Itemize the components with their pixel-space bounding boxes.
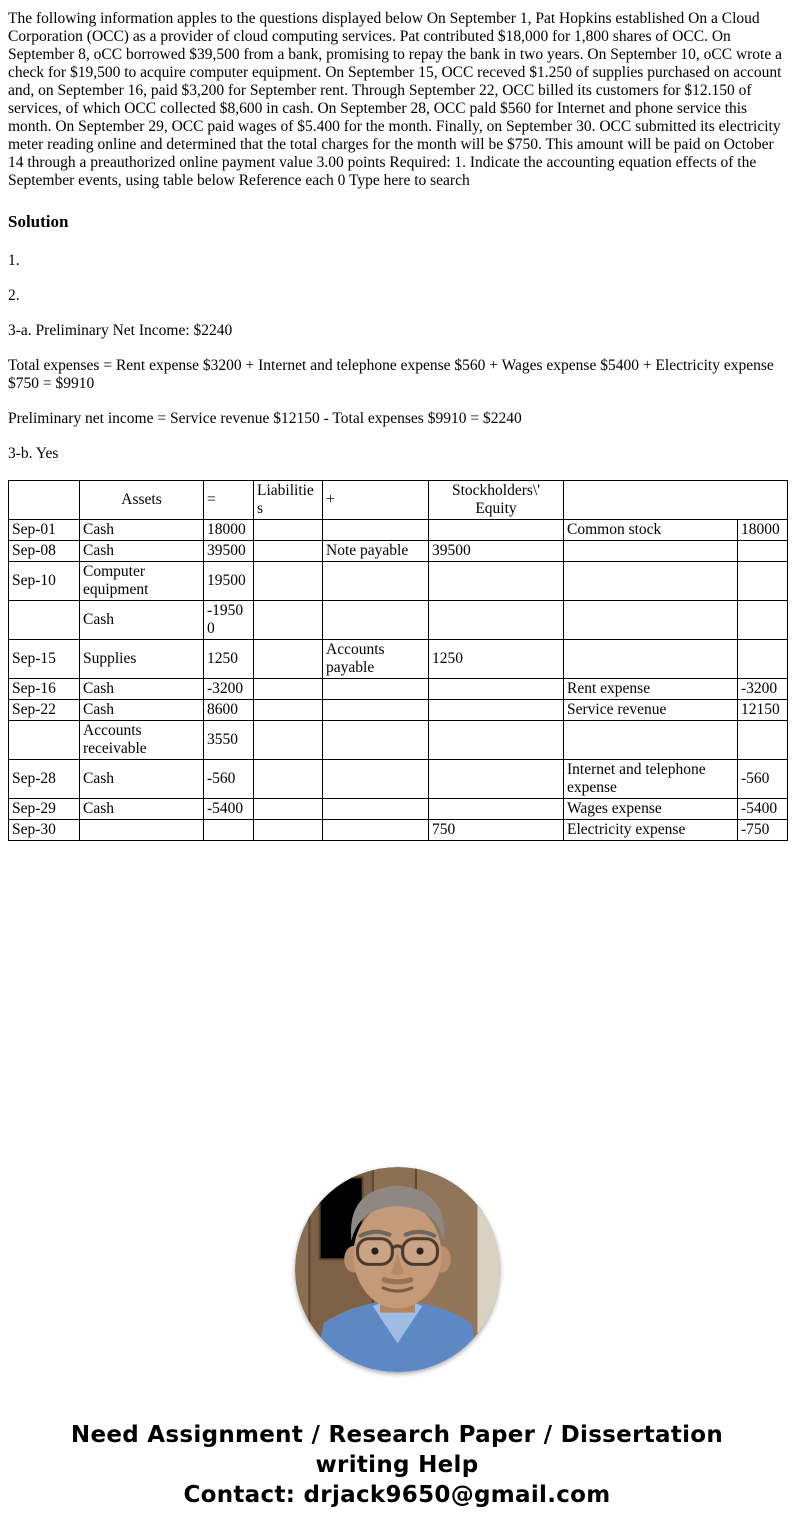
table-row: [9, 562, 788, 601]
table-cell: [323, 721, 429, 760]
table-cell: Sep-29: [9, 799, 80, 820]
table-cell: [429, 799, 564, 820]
table-cell: Computer equipment: [80, 562, 204, 601]
table-cell: [564, 640, 738, 679]
table-cell: [80, 820, 204, 841]
table-cell: [564, 721, 738, 760]
footer-contact-email: Contact: drjack9650@gmail.com: [183, 1482, 611, 1508]
table-cell: [429, 760, 564, 799]
table-cell: [429, 520, 564, 541]
table-cell: [564, 541, 738, 562]
table-cell: Sep-08: [9, 541, 80, 562]
table-cell: [564, 562, 738, 601]
table-cell: [323, 820, 429, 841]
header-equity-amount-cell: [564, 481, 788, 520]
table-cell: Accounts payable: [323, 640, 429, 679]
table-cell: Cash: [80, 679, 204, 700]
table-cell: [429, 700, 564, 721]
table-cell: [254, 640, 323, 679]
table-cell: 39500: [429, 541, 564, 562]
table-cell: Internet and telephone expense: [564, 760, 738, 799]
table-row: [9, 601, 788, 640]
table-row: [9, 799, 788, 820]
table-cell: Sep-10: [9, 562, 80, 601]
table-cell: [254, 721, 323, 760]
table-cell: [429, 679, 564, 700]
table-cell: Rent expense: [564, 679, 738, 700]
table-cell: [738, 721, 788, 760]
table-cell: 18000: [204, 520, 254, 541]
table-cell: Sep-30: [9, 820, 80, 841]
table-cell: Cash: [80, 520, 204, 541]
table-cell: 18000: [738, 520, 788, 541]
table-cell: Note payable: [323, 541, 429, 562]
solution-heading: Solution: [8, 212, 69, 231]
table-cell: [254, 562, 323, 601]
table-cell: [323, 601, 429, 640]
table-row: [9, 679, 788, 700]
footer-help-text: Need Assignment / Research Paper / Dissertation writing Help: [70, 1422, 724, 1478]
table-cell: [738, 541, 788, 562]
table-cell: [254, 760, 323, 799]
table-row: [9, 520, 788, 541]
table-cell: Sep-01: [9, 520, 80, 541]
table-cell: Cash: [80, 541, 204, 562]
table-cell: Service revenue: [564, 700, 738, 721]
table-cell: [254, 799, 323, 820]
table-row: [9, 640, 788, 679]
table-cell: [204, 820, 254, 841]
table-cell: -560: [204, 760, 254, 799]
table-cell: Cash: [80, 799, 204, 820]
table-cell: 39500: [204, 541, 254, 562]
table-cell: [323, 760, 429, 799]
table-cell: [323, 700, 429, 721]
solution-item-1: 1.: [8, 252, 20, 269]
header-plus: +: [323, 481, 429, 520]
table-cell: [429, 601, 564, 640]
header-date-cell: [9, 481, 80, 520]
solution-item-3a: 3-a. Preliminary Net Income: $2240: [8, 322, 233, 339]
avatar-section: [8, 1167, 786, 1372]
net-income-line: Preliminary net income = Service revenue $12150 - Total expenses $9910 = $2240: [8, 410, 522, 427]
solution-item-3b: 3-b. Yes: [8, 445, 59, 462]
table-cell: Cash: [80, 601, 204, 640]
table-cell: [323, 520, 429, 541]
table-cell: [429, 562, 564, 601]
header-liabilities: Liabilities: [254, 481, 323, 520]
table-row: [9, 820, 788, 841]
table-cell: 8600: [204, 700, 254, 721]
table-cell: -560: [738, 760, 788, 799]
solution-item-2: 2.: [8, 287, 20, 304]
table-cell: -5400: [738, 799, 788, 820]
table-cell: Common stock: [564, 520, 738, 541]
table-cell: Cash: [80, 760, 204, 799]
table-cell: [738, 562, 788, 601]
table-cell: Electricity expense: [564, 820, 738, 841]
table-cell: [323, 799, 429, 820]
person-photo-graphic: [295, 1167, 500, 1372]
table-cell: [9, 601, 80, 640]
table-cell: Sep-28: [9, 760, 80, 799]
table-cell: [738, 640, 788, 679]
table-row: [9, 700, 788, 721]
table-cell: -19500: [204, 601, 254, 640]
footer-ad: [8, 1420, 786, 1510]
table-cell: [9, 721, 80, 760]
table-cell: [254, 601, 323, 640]
table-cell: [564, 601, 738, 640]
problem-statement: The following information apples to the questions displayed below On September 1, Pat Hopkins established On a Cloud Corporation (OCC) as a provider of cloud computing services. Pat contributed $18,000 for 1,800 shares of OCC. On September 8, oCC borrowed $39,500 from a bank, promising to repay the bank in two years. On September 10, oCC wrote a check for $19,500 to acquire computer equipment. On September 15, OCC receved $1.250 of supplies purchased on account and, on September 16, paid $3,200 for September rent. Through September 22, OCC billed its customers for $12.150 of services, of which OCC collected $8,600 in cash. On September 28, OCC pald $560 for Internet and phone service this month. On September 29, OCC paid wages of $5.400 for the month. Finally, on September 30. OCC submitted its electricity meter reading online and determined that the total charges for the month will be $750. This amount will be paid on October 14 through a preauthorized online payment value 3.00 points Required: 1. Indicate the accounting equation effects of the September events, using table below Reference each 0 Type here to search: [8, 10, 782, 189]
table-row: [9, 541, 788, 562]
table-cell: 750: [429, 820, 564, 841]
table-row: [9, 721, 788, 760]
table-cell: [738, 601, 788, 640]
table-row: [9, 760, 788, 799]
table-cell: 1250: [429, 640, 564, 679]
table-cell: Accounts receivable: [80, 721, 204, 760]
table-cell: -3200: [204, 679, 254, 700]
table-cell: -750: [738, 820, 788, 841]
table-cell: Sep-22: [9, 700, 80, 721]
table-cell: [254, 541, 323, 562]
table-header-row: [9, 481, 788, 520]
table-cell: [254, 700, 323, 721]
header-equals: =: [204, 481, 254, 520]
table-cell: -3200: [738, 679, 788, 700]
table-cell: [254, 520, 323, 541]
table-cell: Cash: [80, 700, 204, 721]
table-cell: Sep-15: [9, 640, 80, 679]
table-cell: 3550: [204, 721, 254, 760]
table-cell: Supplies: [80, 640, 204, 679]
total-expenses-line: Total expenses = Rent expense $3200 + Internet and telephone expense $560 + Wages expense $5400 + Electricity expense $750 = $9910: [8, 357, 774, 392]
accounting-equation-table: [8, 480, 788, 841]
header-assets: Assets: [80, 481, 204, 520]
table-cell: 12150: [738, 700, 788, 721]
table-cell: [254, 679, 323, 700]
table-cell: 1250: [204, 640, 254, 679]
person-photo: [295, 1167, 500, 1372]
header-stockholders-equity: Stockholders\' Equity: [429, 481, 564, 520]
table-cell: Sep-16: [9, 679, 80, 700]
table-cell: 19500: [204, 562, 254, 601]
table-cell: [254, 820, 323, 841]
table-cell: -5400: [204, 799, 254, 820]
table-cell: Wages expense: [564, 799, 738, 820]
table-cell: [429, 721, 564, 760]
table-cell: [323, 679, 429, 700]
table-cell: [323, 562, 429, 601]
